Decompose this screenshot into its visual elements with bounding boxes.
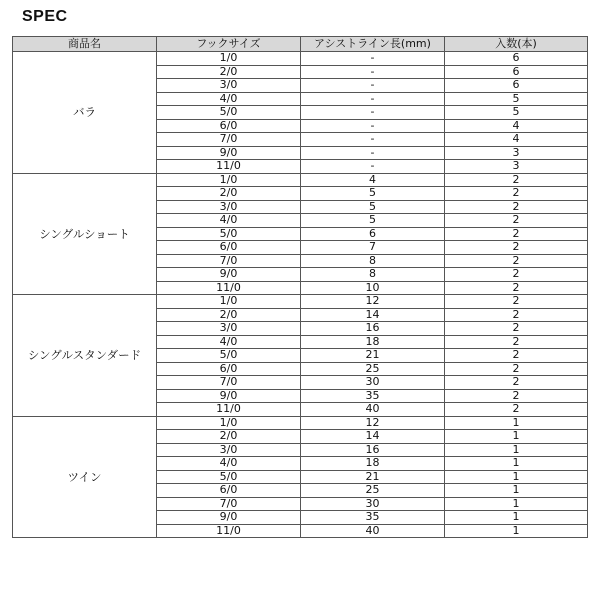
hook-size-cell: 5/0	[157, 470, 301, 484]
hook-size-cell: 1/0	[157, 295, 301, 309]
header-hook-size: フックサイズ	[157, 37, 301, 52]
quantity-cell: 2	[445, 322, 588, 336]
hook-size-cell: 4/0	[157, 335, 301, 349]
quantity-cell: 2	[445, 254, 588, 268]
assist-line-length-cell: -	[301, 106, 445, 120]
hook-size-cell: 7/0	[157, 254, 301, 268]
hook-size-cell: 3/0	[157, 200, 301, 214]
quantity-cell: 2	[445, 403, 588, 417]
quantity-cell: 5	[445, 92, 588, 106]
hook-size-cell: 4/0	[157, 214, 301, 228]
assist-line-length-cell: 30	[301, 497, 445, 511]
hook-size-cell: 7/0	[157, 376, 301, 390]
hook-size-cell: 3/0	[157, 322, 301, 336]
quantity-cell: 1	[445, 511, 588, 525]
quantity-cell: 2	[445, 389, 588, 403]
assist-line-length-cell: 14	[301, 430, 445, 444]
assist-line-length-cell: 6	[301, 227, 445, 241]
assist-line-length-cell: 40	[301, 403, 445, 417]
quantity-cell: 6	[445, 79, 588, 93]
assist-line-length-cell: 35	[301, 511, 445, 525]
hook-size-cell: 2/0	[157, 308, 301, 322]
hook-size-cell: 6/0	[157, 119, 301, 133]
quantity-cell: 2	[445, 214, 588, 228]
assist-line-length-cell: 25	[301, 362, 445, 376]
spec-table	[12, 36, 588, 538]
quantity-cell: 2	[445, 187, 588, 201]
hook-size-cell: 9/0	[157, 389, 301, 403]
assist-line-length-cell: 14	[301, 308, 445, 322]
assist-line-length-cell: 5	[301, 200, 445, 214]
quantity-cell: 2	[445, 376, 588, 390]
quantity-cell: 1	[445, 457, 588, 471]
quantity-cell: 1	[445, 443, 588, 457]
quantity-cell: 1	[445, 524, 588, 538]
table-header-row	[13, 37, 588, 52]
quantity-cell: 6	[445, 52, 588, 66]
assist-line-length-cell: -	[301, 92, 445, 106]
quantity-cell: 1	[445, 497, 588, 511]
quantity-cell: 1	[445, 430, 588, 444]
assist-line-length-cell: 35	[301, 389, 445, 403]
header-assist-line-length: アシストライン長(mm)	[301, 37, 445, 52]
quantity-cell: 2	[445, 281, 588, 295]
hook-size-cell: 9/0	[157, 146, 301, 160]
assist-line-length-cell: 10	[301, 281, 445, 295]
page-title: SPEC	[22, 8, 68, 25]
table-body	[13, 52, 588, 538]
assist-line-length-cell: 8	[301, 254, 445, 268]
quantity-cell: 2	[445, 241, 588, 255]
table-row	[13, 416, 588, 430]
quantity-cell: 1	[445, 484, 588, 498]
assist-line-length-cell: 21	[301, 349, 445, 363]
quantity-cell: 2	[445, 362, 588, 376]
quantity-cell: 1	[445, 416, 588, 430]
hook-size-cell: 5/0	[157, 349, 301, 363]
assist-line-length-cell: 18	[301, 457, 445, 471]
assist-line-length-cell: 21	[301, 470, 445, 484]
assist-line-length-cell: 16	[301, 322, 445, 336]
quantity-cell: 2	[445, 349, 588, 363]
assist-line-length-cell: 5	[301, 214, 445, 228]
product-name-cell: ツイン	[13, 416, 157, 538]
hook-size-cell: 2/0	[157, 430, 301, 444]
quantity-cell: 4	[445, 119, 588, 133]
hook-size-cell: 7/0	[157, 133, 301, 147]
quantity-cell: 2	[445, 268, 588, 282]
hook-size-cell: 6/0	[157, 484, 301, 498]
hook-size-cell: 9/0	[157, 511, 301, 525]
quantity-cell: 2	[445, 308, 588, 322]
header-quantity: 入数(本)	[445, 37, 588, 52]
quantity-cell: 5	[445, 106, 588, 120]
hook-size-cell: 1/0	[157, 416, 301, 430]
hook-size-cell: 7/0	[157, 497, 301, 511]
assist-line-length-cell: 40	[301, 524, 445, 538]
assist-line-length-cell: 8	[301, 268, 445, 282]
hook-size-cell: 11/0	[157, 524, 301, 538]
hook-size-cell: 11/0	[157, 281, 301, 295]
table-row	[13, 52, 588, 66]
assist-line-length-cell: 5	[301, 187, 445, 201]
assist-line-length-cell: 12	[301, 416, 445, 430]
hook-size-cell: 11/0	[157, 160, 301, 174]
assist-line-length-cell: -	[301, 160, 445, 174]
assist-line-length-cell: -	[301, 146, 445, 160]
assist-line-length-cell: 30	[301, 376, 445, 390]
quantity-cell: 2	[445, 200, 588, 214]
assist-line-length-cell: -	[301, 65, 445, 79]
table-row	[13, 295, 588, 309]
hook-size-cell: 4/0	[157, 457, 301, 471]
quantity-cell: 2	[445, 173, 588, 187]
assist-line-length-cell: 16	[301, 443, 445, 457]
hook-size-cell: 4/0	[157, 92, 301, 106]
hook-size-cell: 6/0	[157, 362, 301, 376]
assist-line-length-cell: 12	[301, 295, 445, 309]
assist-line-length-cell: -	[301, 52, 445, 66]
quantity-cell: 3	[445, 160, 588, 174]
quantity-cell: 2	[445, 227, 588, 241]
assist-line-length-cell: 4	[301, 173, 445, 187]
product-name-cell: バラ	[13, 52, 157, 174]
hook-size-cell: 5/0	[157, 106, 301, 120]
hook-size-cell: 2/0	[157, 187, 301, 201]
quantity-cell: 2	[445, 295, 588, 309]
hook-size-cell: 3/0	[157, 443, 301, 457]
assist-line-length-cell: 7	[301, 241, 445, 255]
hook-size-cell: 3/0	[157, 79, 301, 93]
assist-line-length-cell: -	[301, 79, 445, 93]
hook-size-cell: 1/0	[157, 173, 301, 187]
product-name-cell: シングルショート	[13, 173, 157, 295]
quantity-cell: 6	[445, 65, 588, 79]
hook-size-cell: 11/0	[157, 403, 301, 417]
quantity-cell: 1	[445, 470, 588, 484]
header-product-name: 商品名	[13, 37, 157, 52]
hook-size-cell: 2/0	[157, 65, 301, 79]
assist-line-length-cell: 25	[301, 484, 445, 498]
table-row	[13, 173, 588, 187]
assist-line-length-cell: -	[301, 119, 445, 133]
quantity-cell: 4	[445, 133, 588, 147]
hook-size-cell: 6/0	[157, 241, 301, 255]
assist-line-length-cell: -	[301, 133, 445, 147]
hook-size-cell: 5/0	[157, 227, 301, 241]
quantity-cell: 3	[445, 146, 588, 160]
assist-line-length-cell: 18	[301, 335, 445, 349]
hook-size-cell: 9/0	[157, 268, 301, 282]
hook-size-cell: 1/0	[157, 52, 301, 66]
product-name-cell: シングルスタンダード	[13, 295, 157, 417]
quantity-cell: 2	[445, 335, 588, 349]
